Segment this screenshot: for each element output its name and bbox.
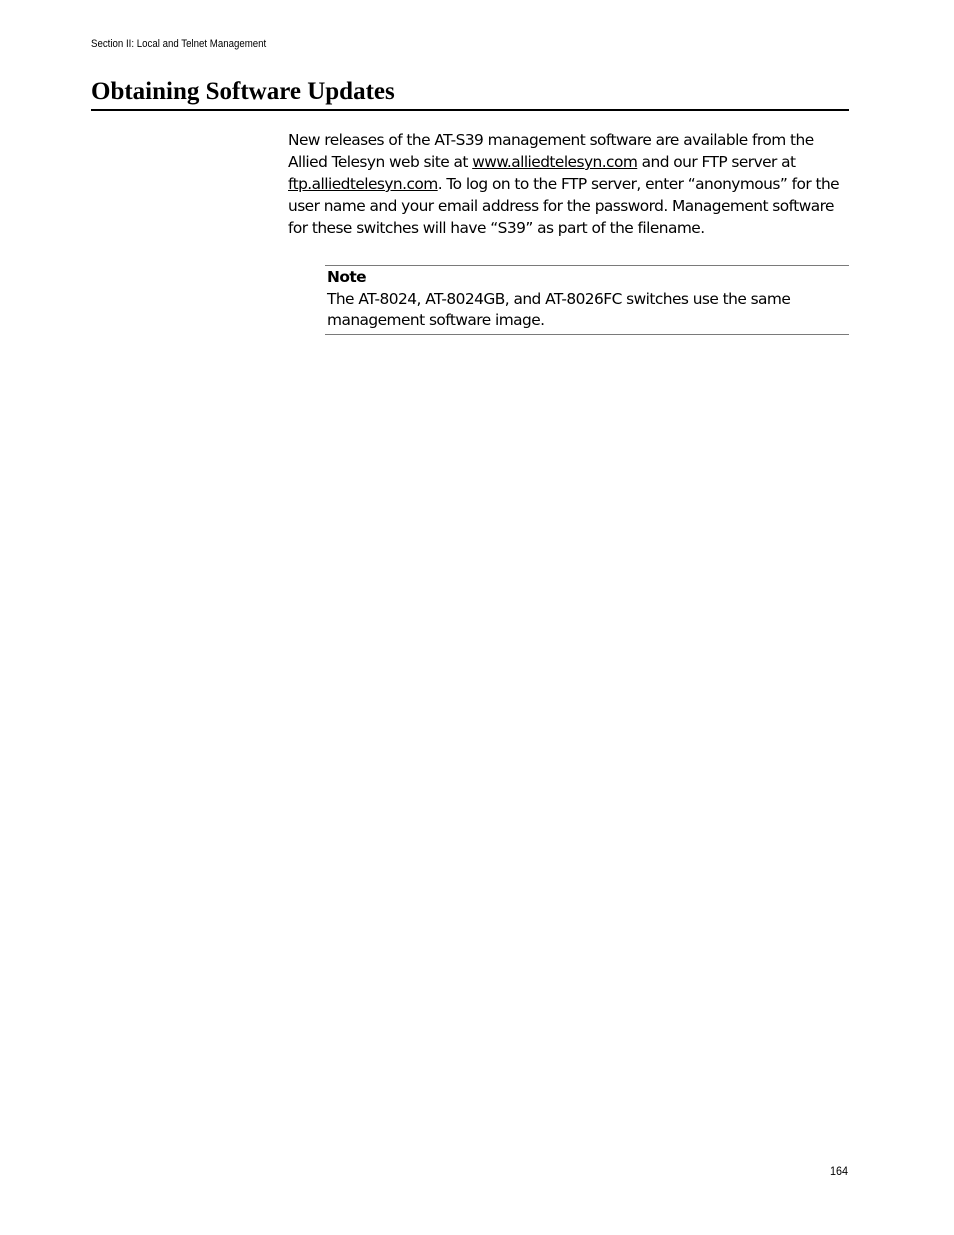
note-title: Note — [327, 268, 367, 286]
body-text-part-1: New releases of the AT-S39 management software are available from the Allied Telesyn web site at — [288, 131, 814, 171]
body-text-part-3: . To log on to the FTP server, enter “anonymous” for the user name and your email address for the password. Management software for these switches will have “S39” as part of the filename. — [288, 175, 840, 237]
page-number: 164 — [829, 1164, 848, 1178]
note-box — [325, 265, 849, 335]
ftp-server-link[interactable]: ftp.alliedtelesyn.com — [288, 175, 438, 193]
note-text: The AT-8024, AT-8024GB, and AT-8026FC switches use the same management software image. — [327, 289, 791, 329]
body-paragraph — [288, 129, 853, 239]
running-header: Section II: Local and Telnet Management — [91, 38, 267, 50]
section-title: Obtaining Software Updates — [91, 76, 849, 111]
web-site-link[interactable]: www.alliedtelesyn.com — [472, 153, 638, 171]
body-text-part-2: and our FTP server at — [637, 153, 796, 171]
